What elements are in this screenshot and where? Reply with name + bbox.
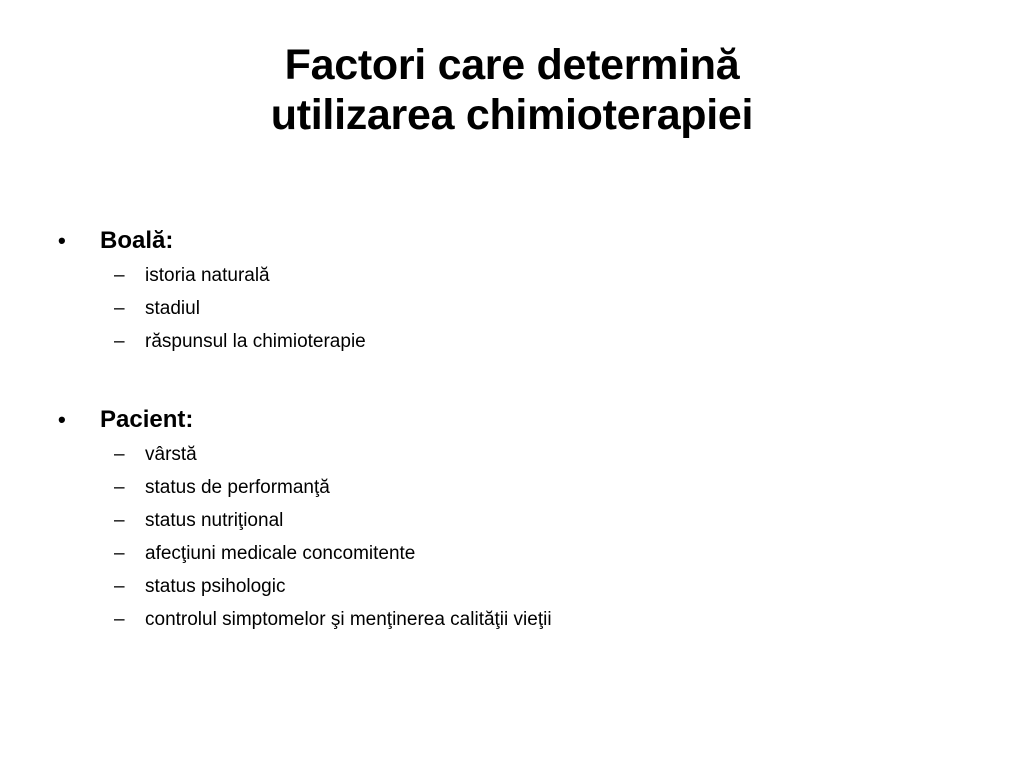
list-item-text: afecţiuni medicale concomitente [145, 543, 416, 564]
list-item-text: istoria naturală [145, 265, 270, 286]
bullet-icon: • [58, 407, 66, 432]
dash-icon: – [114, 444, 125, 465]
section-pacient [58, 402, 958, 636]
dash-icon: – [114, 331, 125, 352]
list-item-text: răspunsul la chimioterapie [145, 331, 366, 352]
sub-list-boala [58, 259, 958, 358]
bullet-icon: • [58, 228, 66, 253]
list-item [58, 325, 958, 358]
section-heading-pacient: Pacient: [100, 406, 194, 433]
dash-icon: – [114, 543, 125, 564]
dash-icon: – [114, 576, 125, 597]
section-heading-row [58, 223, 958, 259]
list-item-text: status psihologic [145, 576, 286, 597]
sub-list-pacient [58, 438, 958, 636]
dash-icon: – [114, 609, 125, 630]
dash-icon: – [114, 298, 125, 319]
list-item [58, 438, 958, 471]
section-boala [58, 223, 958, 358]
section-heading-boala: Boală: [100, 227, 174, 254]
section-heading-row [58, 402, 958, 438]
list-item [58, 471, 958, 504]
slide-title-line-1: Factori care determină [284, 41, 740, 89]
list-item-text: vârstă [145, 444, 197, 465]
dash-icon: – [114, 477, 125, 498]
list-item [58, 537, 958, 570]
list-item-text: status de performanţă [145, 477, 330, 498]
list-item [58, 504, 958, 537]
dash-icon: – [114, 510, 125, 531]
list-item [58, 292, 958, 325]
list-item [58, 259, 958, 292]
list-item [58, 570, 958, 603]
dash-icon: – [114, 265, 125, 286]
list-item-text: stadiul [145, 298, 200, 319]
slide-title-line-2: utilizarea chimioterapiei [270, 91, 754, 139]
list-item-text: status nutriţional [145, 510, 284, 531]
slide-title [0, 40, 1024, 140]
list-item-text: controlul simptomelor şi menţinerea calităţii vieţii [145, 609, 552, 630]
list-item [58, 603, 958, 636]
